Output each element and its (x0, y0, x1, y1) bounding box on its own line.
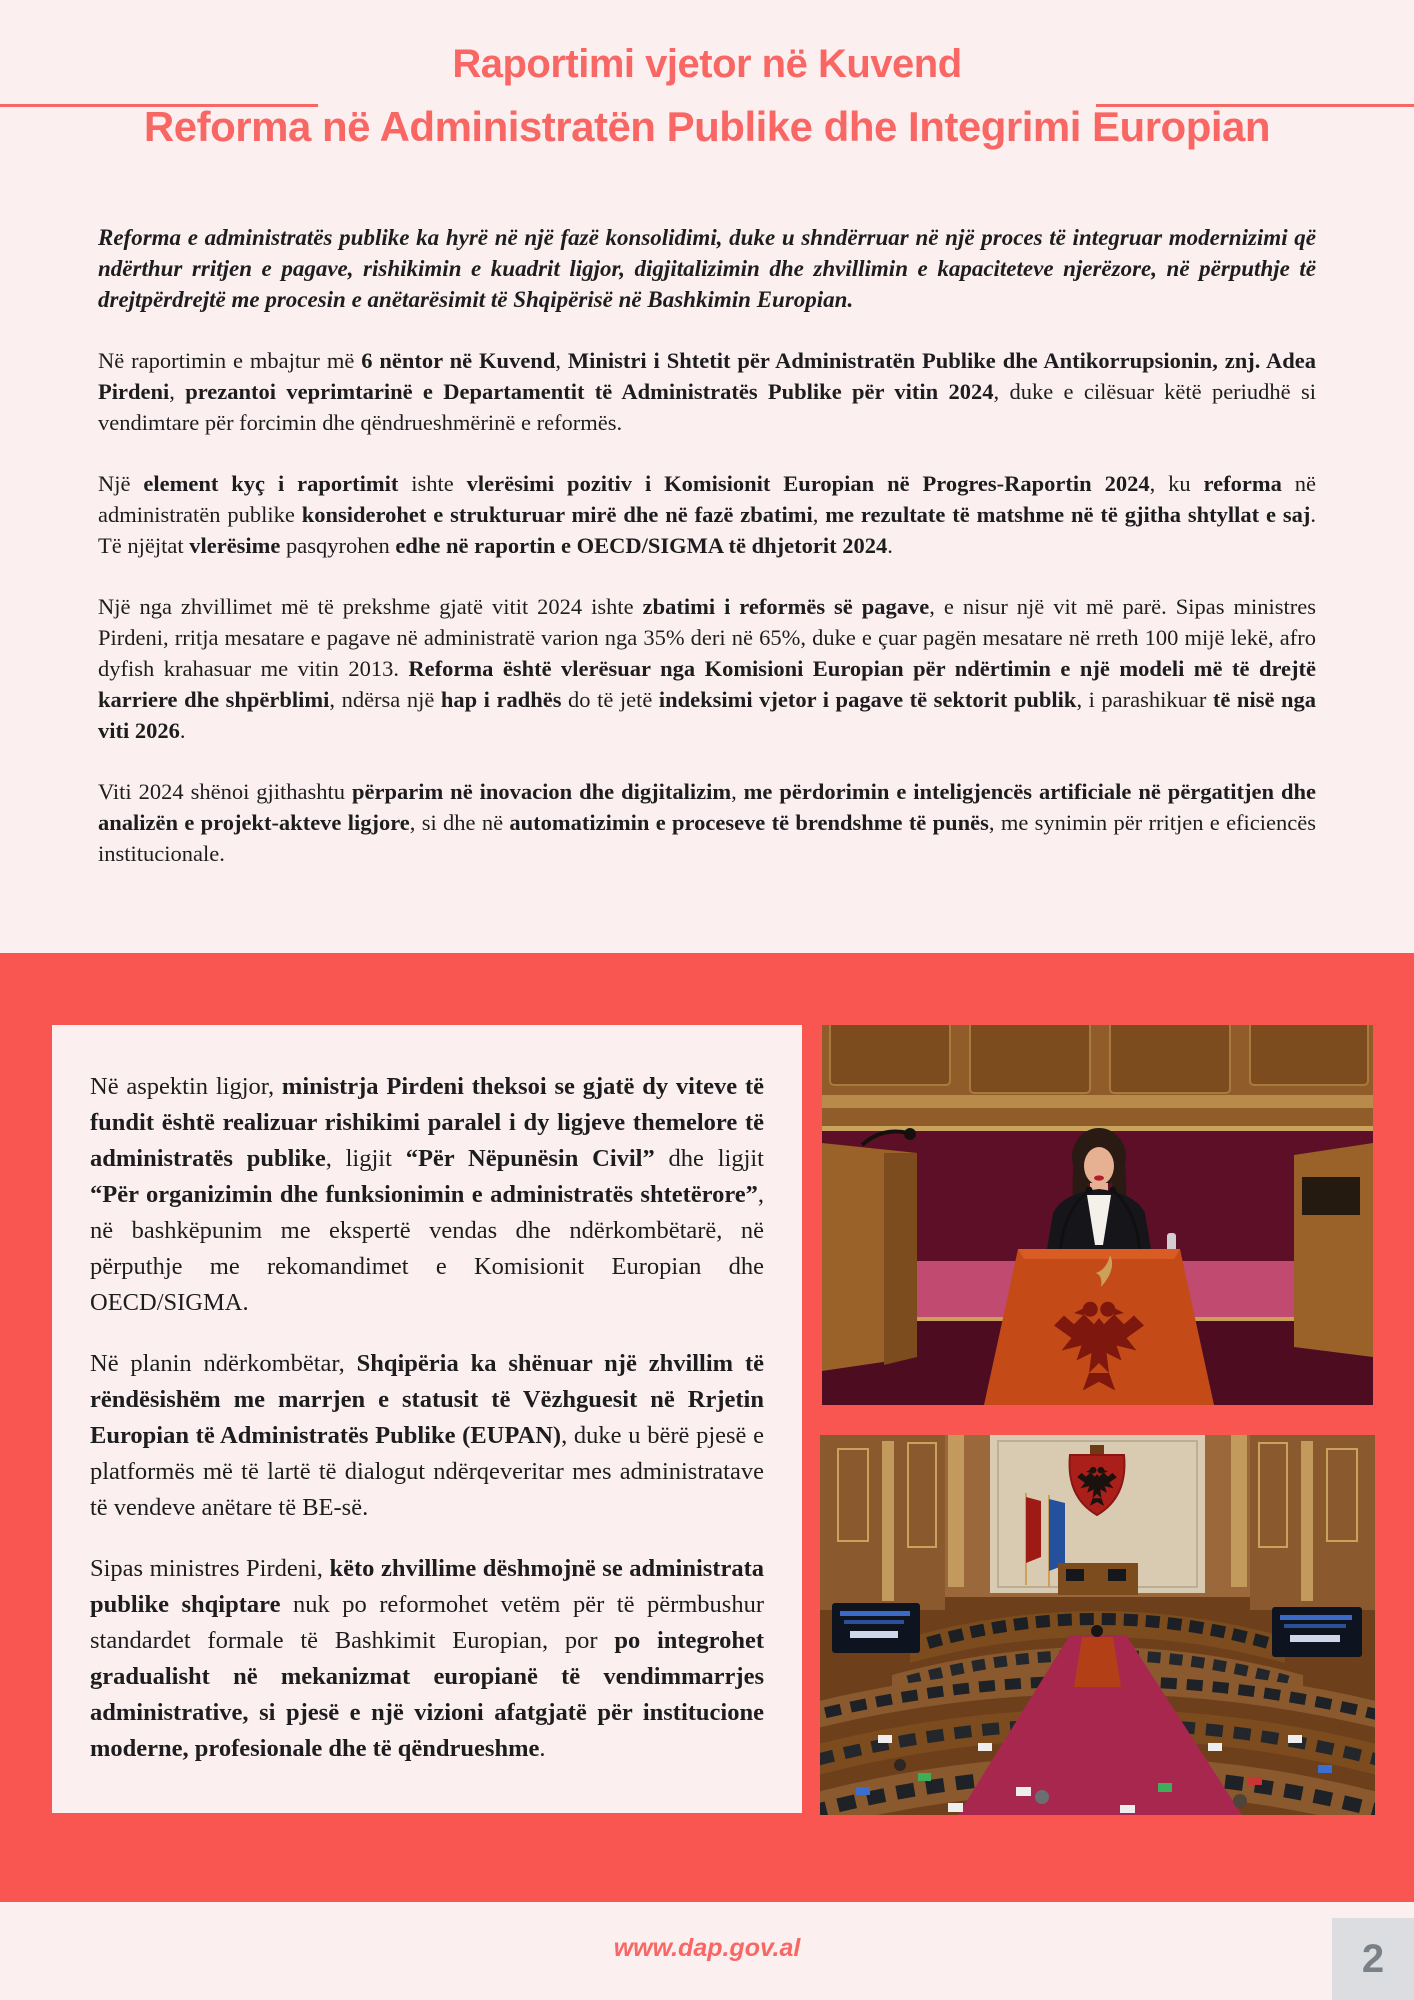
highlight-section (0, 953, 1414, 1902)
article-body (98, 222, 1316, 899)
minister-photo-illustration (822, 1025, 1373, 1405)
page-title: Raportimi vjetor në Kuvend (452, 42, 962, 86)
paragraph-report: Në raportimin e mbajtur më 6 nëntor në Kuvend, Ministri i Shtetit për Administratën Publike dhe Antikorrupsionin, znj. Adea Pirdeni, prezantoi veprimtarinë e Departamentit të Administratës Publike për vitin 2024, duke e cilësuar këtë periudhë si vendimtare për forcimin dhe qëndrueshmërinë e reformës. (98, 348, 1317, 435)
intro-paragraph: Reforma e administratës publike ka hyrë në një fazë konsolidimi, duke u shndërruar në një proces të integruar modernizimi që ndërthur rritjen e pagave, rishikimin e kuadrit ligjor, digjitalizimin dhe zhvillimin e kapaciteteve njerëzore, në përputhje të drejtpërdrejtë me procesin e anëtarësimit të Shqipërisë në Bashkimin Europian. (98, 225, 1316, 312)
box-paragraph-eupan: Në planin ndërkombëtar, Shqipëria ka shënuar një zhvillim të rëndësishëm me marrjen e statusit të Vëzhguesit në Rrjetin Europian të Administratës Publike (EUPAN), duke u bërë pjesë e platformës më të lartë të dialogut ndërqeveritar mes administratave të vendeve anëtare të BE-së. (90, 1350, 764, 1521)
paragraph-digitalization: Viti 2024 shënoi gjithashtu përparim në inovacion dhe digjitalizim, me përdorimin e inteligjencës artificiale në përgatitjen dhe analizën e projekt-akteve ligjore, si dhe në automatizimin e proceseve të brendshme të punës, me synimin për rritjen e eficiencës institucionale. (98, 779, 1317, 866)
minister-at-podium-photo (822, 1025, 1373, 1405)
paragraph-pay-reform: Një nga zhvillimet më të prekshme gjatë vitit 2024 ishte zbatimi i reformës së pagave, e nisur një vit më parë. Sipas ministres Pirdeni, rritja mesatare e pagave në administratë varion nga 35% deri në 65%, duke e çuar pagën mesatare në rreth 100 mijë lekë, afro dyfish krahasuar me vitin 2013. Reforma është vlerësuar nga Komisioni Europian për ndërtimin e një modeli më të drejtë karriere dhe shpërblimi, ndërsa një hap i radhës do të jetë indeksimi vjetor i pagave të sektorit publik, i parashikuar të nisë nga viti 2026. (98, 594, 1316, 743)
parliament-hall-photo (820, 1435, 1375, 1815)
box-paragraph-vision: Sipas ministres Pirdeni, këto zhvillime dëshmojnë se administrata publike shqiptare nuk po reformohet vetëm për të përmbushur standardet formale të Bashkimit Europian, por po integrohet gradualisht në mekanizmat europianë të vendimmarrjes administrative, si pjesë e një vizioni afatgjatë për institucione moderne, profesionale dhe të qëndrueshme. (90, 1555, 765, 1762)
highlight-textbox (52, 1025, 802, 1813)
page-number-badge (1332, 1918, 1414, 2000)
footer-url[interactable]: www.dap.gov.al (613, 1934, 801, 1962)
page-subtitle: Reforma në Administratën Publike dhe Integrimi Europian (143, 103, 1271, 150)
box-paragraph-legal: Në aspektin ligjor, ministrja Pirdeni theksoi se gjatë dy viteve të fundit është realizuar rishikimi paralel i dy ligjeve themelore të administratës publike, ligjit “Për Nëpunësin Civil” dhe ligjit “Për organizimin dhe funksionimin e administratës shtetërore”, në bashkëpunim me ekspertë vendas dhe ndërkombëtarë, në përputhje me rekomandimet e Komisionit Europian dhe OECD/SIGMA. (90, 1073, 764, 1316)
page-number: 2 (1361, 1936, 1385, 1981)
parliament-photo-illustration (820, 1435, 1375, 1815)
paragraph-eu-assessment: Një element kyç i raportimit ishte vlerësimi pozitiv i Komisionit Europian në Progres-Raportin 2024, ku reforma në administratën publike konsiderohet e strukturuar mirë dhe në fazë zbatimi, me rezultate të matshme në të gjitha shtyllat e saj. Të njëjtat vlerësime pasqyrohen edhe në raportin e OECD/SIGMA të dhjetorit 2024. (98, 471, 1316, 558)
